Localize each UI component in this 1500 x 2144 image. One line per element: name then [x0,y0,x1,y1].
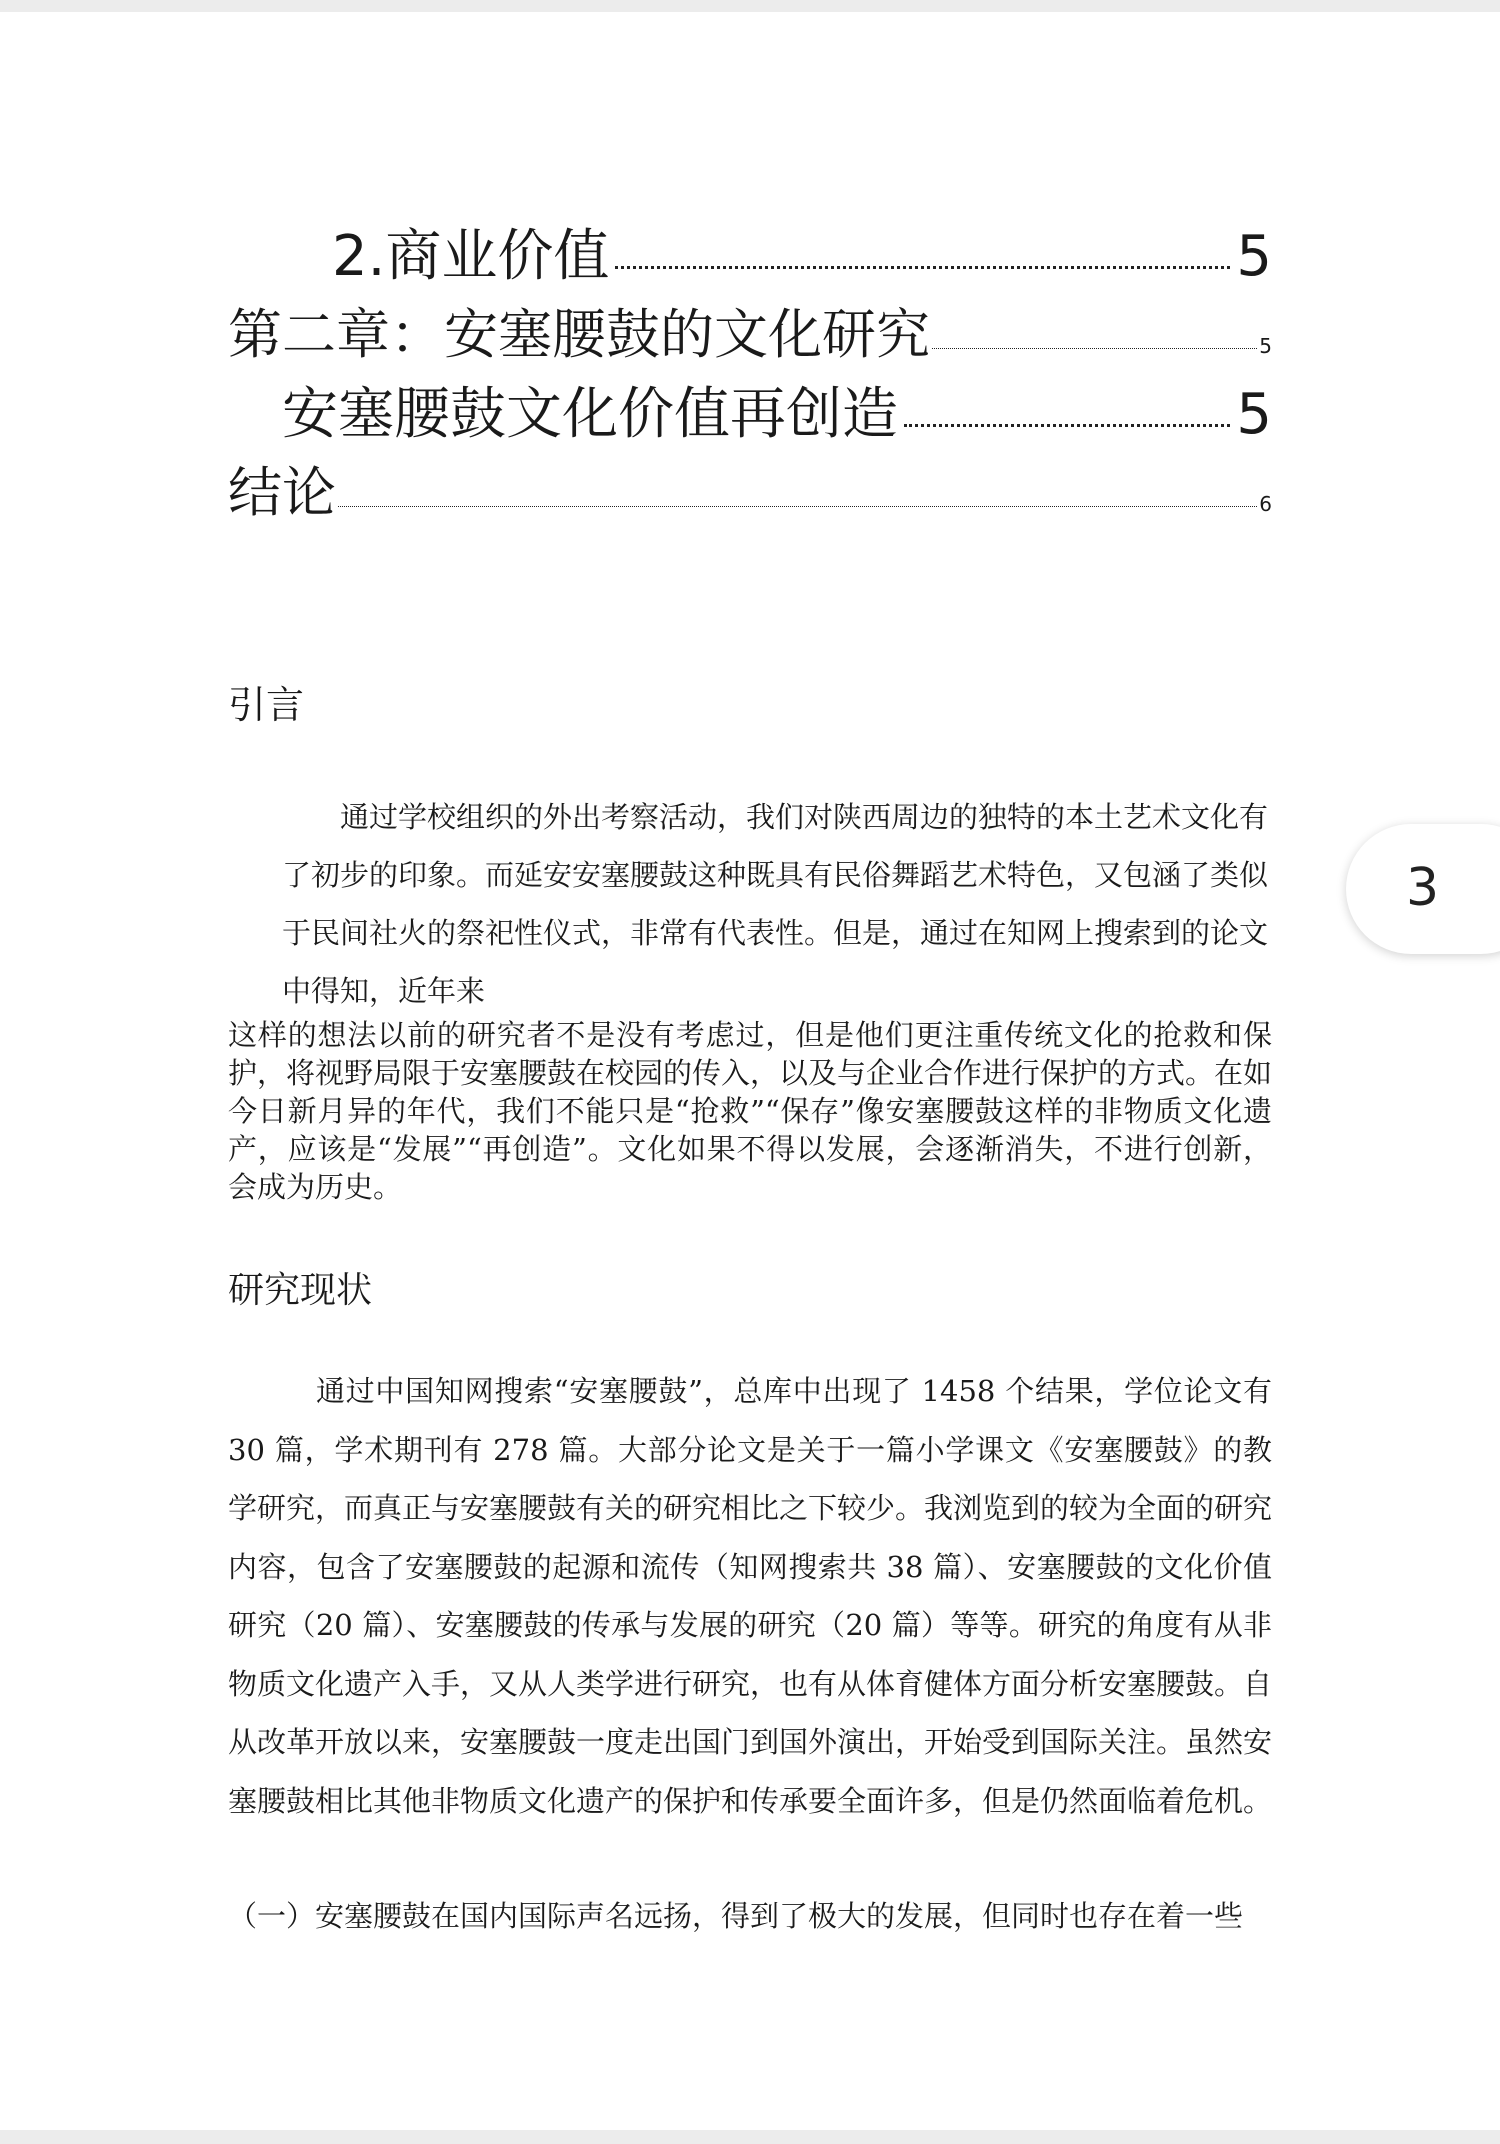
status-paragraph-1: 通过中国知网搜索“安塞腰鼓”，总库中出现了 1458 个结果，学位论文有 30 篇，学术期刊有 278 篇。大部分论文是关于一篇小学课文《安塞腰鼓》的教学研究，而真正与安塞腰鼓有关的研究相比之下较少。我浏览到的较为全面的研究内容，包含了安塞腰鼓的起源和流传（知网搜索共 38 篇）、安塞腰鼓的文化价值研究（20 篇）、安塞腰鼓的传承与发展的研究（20 篇）等等。研究的角度有从非物质文化遗产入手，又从人类学进行研究，也有从体育健体方面分析安塞腰鼓。自从改革开放以来，安塞腰鼓一度走出国门到国外演出，开始受到国际关注。虽然安塞腰鼓相比其他非物质文化遗产的保护和传承要全面许多，但是仍然面临着危机。 [228,1374,1273,1818]
toc-leader-dots [338,506,1257,507]
toc-leader-dots [932,348,1257,349]
toc-entry-page: 5 [1236,224,1272,289]
document-page [0,12,1500,2130]
section-heading-intro: 引言 [228,683,305,727]
status-paragraph-2: （一）安塞腰鼓在国内国际声名远扬，得到了极大的发展，但同时也存在着一些 [228,1899,1244,1933]
toc-leader-dots [904,424,1230,427]
toc-entry[interactable] [282,370,1272,450]
toc-entry-title: 2.商业价值 [332,224,610,289]
toc-entry-page: 5 [1259,334,1272,358]
toc-entry-page: 5 [1236,382,1272,447]
section-heading-research-status: 研究现状 [228,1270,373,1311]
page-number-indicator[interactable] [1346,824,1500,954]
intro-paragraph-1: 通过学校组织的外出考察活动，我们对陕西周边的独特的本土艺术文化有了初步的印象。而延安安塞腰鼓这种既具有民俗舞蹈艺术特色，又包涵了类似于民间社火的祭祀性仪式，非常有代表性。但是，通过在知网上搜索到的论文中得知，近年来 [282,800,1269,1008]
toc-entry[interactable] [332,212,1272,292]
toc-entry-page: 6 [1259,492,1272,516]
toc-entry-title: 结论 [228,461,336,524]
toc-entry-title: 安塞腰鼓文化价值再创造 [282,382,898,447]
page-number-label: 3 [1406,858,1440,918]
intro-paragraph-2: 这样的想法以前的研究者不是没有考虑过，但是他们更注重传统文化的抢救和保护，将视野局限于安塞腰鼓在校园的传入，以及与企业合作进行保护的方式。在如今日新月异的年代，我们不能只是“抢救”“保存”像安塞腰鼓这样的非物质文化遗产，应该是“发展”“再创造”。文化如果不得以发展，会逐渐消失，不进行创新，会成为历史。 [228,1018,1273,1204]
toc-entry[interactable] [228,450,1272,527]
toc-leader-dots [615,266,1230,269]
toc-entry[interactable] [228,292,1272,369]
toc-entry-title: 第二章：安塞腰鼓的文化研究 [228,303,930,366]
